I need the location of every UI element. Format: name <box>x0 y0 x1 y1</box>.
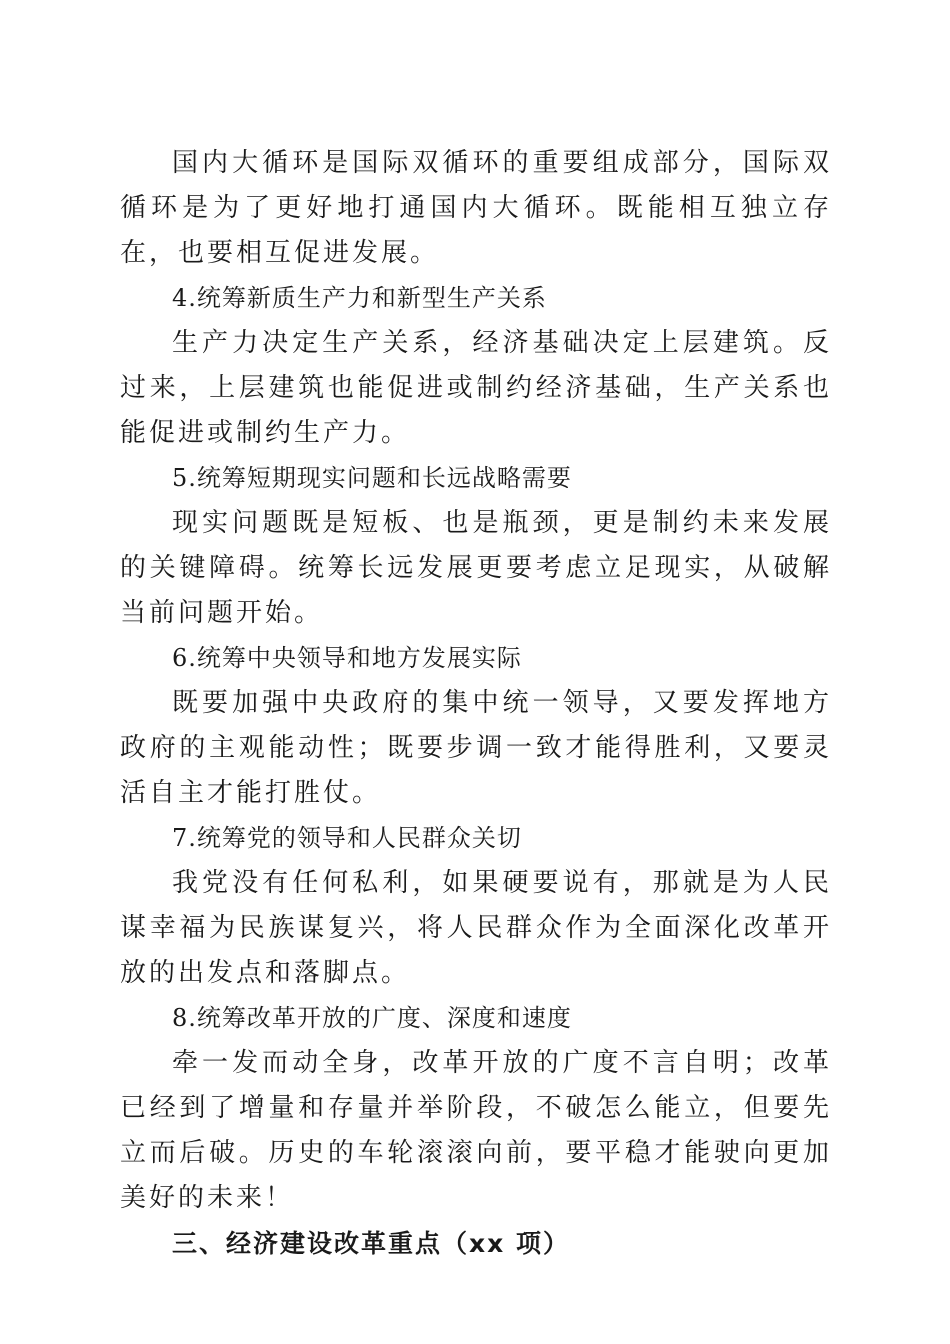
paragraph-reform-breadth: 牵一发而动全身，改革开放的广度不言自明；改革已经到了增量和存量并举阶段，不破怎么能立，但要先立而后破。历史的车轮滚滚向前，要平稳才能驶向更加美好的未来！ <box>120 1048 832 1213</box>
paragraph-central-local: 既要加强中央政府的集中统一领导，又要发挥地方政府的主观能动性；既要步调一致才能得胜利，又要灵活自主才能打胜仗。 <box>120 688 832 808</box>
paragraph-short-long-term: 现实问题既是短板、也是瓶颈，更是制约未来发展的关键障碍。统筹长远发展更要考虑立足现实，从破解当前问题开始。 <box>120 508 832 628</box>
section-title-economic-reform: 三、经济建设改革重点（xx 项） <box>172 1229 570 1258</box>
heading-item-4: 4.统筹新质生产力和新型生产关系 <box>172 284 547 312</box>
heading-item-6: 6.统筹中央领导和地方发展实际 <box>172 644 522 672</box>
document-body <box>120 141 832 1266</box>
paragraph-productive-forces: 生产力决定生产关系，经济基础决定上层建筑。反过来，上层建筑也能促进或制约经济基础，生产关系也能促进或制约生产力。 <box>120 328 832 448</box>
heading-item-7: 7.统筹党的领导和人民群众关切 <box>172 824 522 852</box>
paragraph-dual-circulation: 国内大循环是国际双循环的重要组成部分，国际双循环是为了更好地打通国内大循环。既能相互独立存在，也要相互促进发展。 <box>120 148 832 268</box>
heading-item-8: 8.统筹改革开放的广度、深度和速度 <box>172 1004 572 1032</box>
paragraph-party-people: 我党没有任何私利，如果硬要说有，那就是为人民谋幸福为民族谋复兴，将人民群众作为全面深化改革开放的出发点和落脚点。 <box>120 868 832 988</box>
heading-item-5: 5.统筹短期现实问题和长远战略需要 <box>172 464 572 492</box>
